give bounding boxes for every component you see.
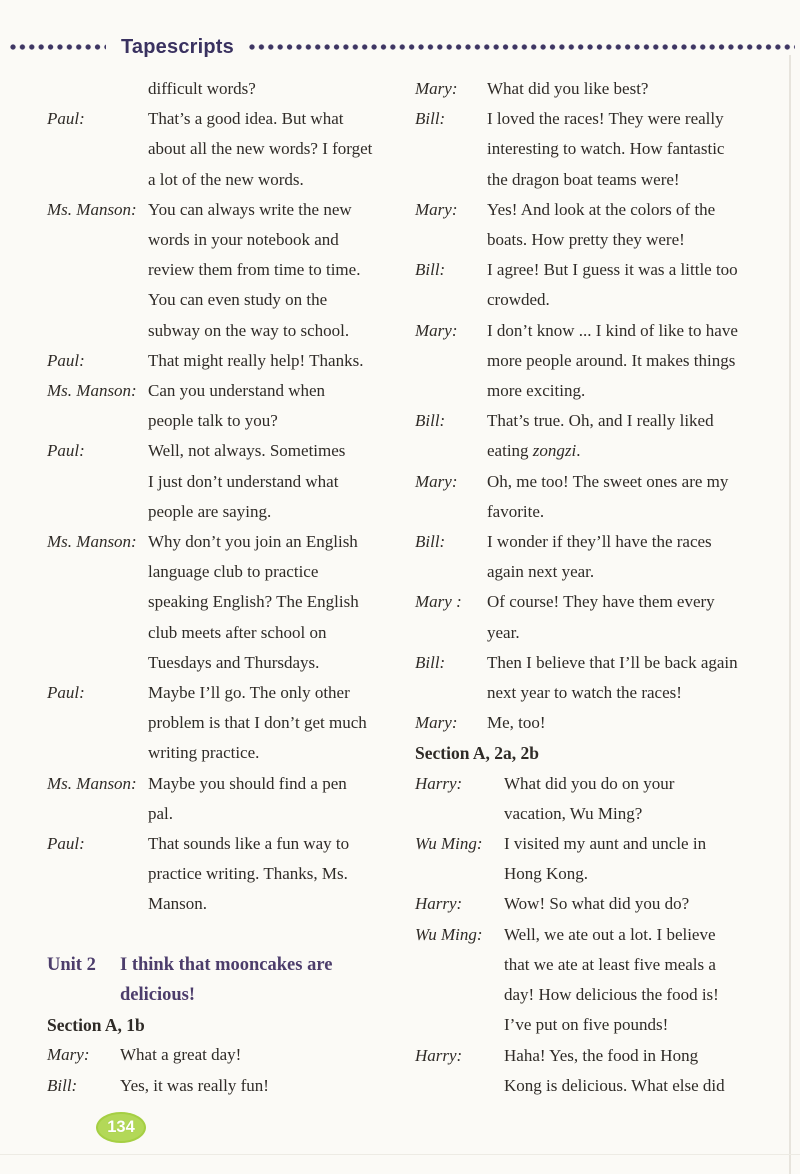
dialogue-line: the dragon boat teams were! [487, 169, 680, 189]
dialogue-line: Yes, it was really fun! [120, 1075, 269, 1095]
dialogue-line: practice writing. Thanks, Ms. [148, 864, 348, 884]
dialogue-line: What did you do on your [504, 773, 675, 793]
dialogue-line: That’s a good idea. But what [148, 109, 344, 129]
speaker-name: Ms. Manson: [47, 199, 137, 219]
dialogue-line: What did you like best? [487, 79, 649, 98]
dialogue-line: again next year. [487, 562, 595, 582]
utterance [415, 316, 787, 407]
dialogue-line: year. [487, 622, 520, 642]
utterance [415, 648, 787, 708]
dialogue-line: favorite. [487, 501, 545, 521]
header-dots-left-icon [9, 43, 106, 51]
dialogue-line: writing practice. [148, 743, 260, 763]
dialogue-line: Oh, me too! The sweet ones are my [487, 471, 729, 491]
speaker-name: Mary: [47, 1045, 90, 1065]
utterance [47, 527, 393, 678]
dialogue-line: that we ate at least five meals a [504, 954, 716, 974]
dialogue-line: eating zongzi. [487, 441, 581, 461]
speaker-name: Paul: [47, 441, 85, 461]
dialogue-line: Of course! They have them every [487, 592, 715, 612]
dialogue-line: vacation, Wu Ming? [504, 803, 643, 823]
page-header [0, 35, 800, 59]
utterance [415, 587, 787, 647]
speech-text [148, 376, 393, 436]
page-number-badge: 134 [96, 1112, 146, 1143]
utterance [47, 376, 393, 436]
dialogue-line: I just don’t understand what [148, 471, 339, 491]
dialogue-line: interesting to watch. How fantastic [487, 139, 725, 159]
dialogue-line: Maybe I’ll go. The only other [148, 683, 350, 703]
dialogue-line: Can you understand when [148, 381, 326, 401]
utterance [47, 678, 393, 769]
speech-text [487, 74, 787, 104]
dialogue-line: about all the new words? I forget [148, 139, 373, 159]
speaker-name: Ms. Manson: [47, 773, 137, 793]
speaker-name: Mary: [415, 199, 458, 219]
speaker-name: Mary: [415, 713, 458, 733]
speech-text [148, 195, 393, 346]
dialogue-line: words in your notebook and [148, 230, 339, 250]
utterance [47, 346, 393, 376]
dialogue-line: pal. [148, 803, 174, 823]
dialogue-line: You can even study on the [148, 290, 328, 310]
dialogue-line: subway on the way to school. [148, 320, 350, 340]
dialogue-line: I think that mooncakes are [120, 954, 333, 975]
dialogue-line: Wow! So what did you do? [504, 894, 690, 914]
speaker-name: Harry: [415, 894, 463, 914]
speaker-name: Mary: [415, 320, 458, 340]
dialogue-line: Well, not always. Sometimes [148, 441, 346, 461]
dialogue-line: Then I believe that I’ll be back again [487, 652, 738, 672]
speech-text [487, 527, 787, 587]
dialogue-line: That sounds like a fun way to [148, 834, 350, 854]
speaker-name: Harry: [415, 773, 463, 793]
utterance [415, 104, 787, 195]
dialogue-line: delicious! [120, 984, 196, 1005]
utterance [415, 74, 787, 104]
speaker-name: Harry: [415, 1045, 463, 1065]
utterance [415, 406, 787, 466]
dialogue-line: Well, we ate out a lot. I believe [504, 924, 716, 944]
dialogue-line: I visited my aunt and uncle in [504, 834, 707, 854]
speech-text [487, 467, 787, 527]
dialogue-line: next year to watch the races! [487, 683, 682, 703]
speech-text [148, 678, 393, 769]
speech-text [487, 708, 787, 738]
page-title: Tapescripts [121, 35, 234, 58]
utterance [415, 829, 787, 889]
dialogue-line: Tuesdays and Thursdays. [148, 652, 320, 672]
dialogue-line: That’s true. Oh, and I really liked [487, 411, 714, 431]
speaker-name: Paul: [47, 683, 85, 703]
dialogue-line: I don’t know ... I kind of like to have [487, 320, 738, 340]
utterance [415, 467, 787, 527]
speaker-name: Mary: [415, 471, 458, 491]
utterance [415, 527, 787, 587]
utterance [415, 920, 787, 1041]
dialogue-line: Maybe you should find a pen [148, 773, 347, 793]
dialogue-line: I loved the races! They were really [487, 109, 724, 129]
dialogue-line: Kong is delicious. What else did [504, 1075, 725, 1095]
dialogue-line: I wonder if they’ll have the races [487, 532, 712, 552]
speech-text [148, 74, 393, 104]
dialogue-line: Haha! Yes, the food in Hong [504, 1045, 699, 1065]
speaker-name: Paul: [47, 834, 85, 854]
section-heading: Section A, 1b [47, 1015, 145, 1036]
speaker-name: Mary : [415, 592, 462, 612]
utterance [47, 829, 393, 920]
speech-text [487, 104, 787, 195]
dialogue-line: problem is that I don’t get much [148, 713, 367, 733]
utterance [415, 1041, 787, 1101]
scan-edge-right [789, 55, 791, 1174]
dialogue-line: I’ve put on five pounds! [504, 1015, 669, 1035]
header-dots-right-icon [248, 43, 795, 51]
speaker-name: Mary: [415, 79, 458, 98]
unit-label: Unit 2 [47, 954, 96, 975]
dialogue-line: Me, too! [487, 713, 546, 733]
section-heading: Section A, 2a, 2b [415, 743, 539, 764]
dialogue-line: I agree! But I guess it was a little too [487, 260, 738, 280]
speech-text [120, 950, 393, 1010]
speaker-name: Ms. Manson: [47, 381, 137, 401]
speech-text [148, 527, 393, 678]
speaker-name: Bill: [415, 260, 446, 280]
dialogue-line: more exciting. [487, 381, 586, 401]
utterance [47, 104, 393, 195]
utterance [415, 255, 787, 315]
speech-text [504, 829, 787, 889]
speaker-name: Bill: [415, 411, 446, 431]
dialogue-line: Yes! And look at the colors of the [487, 199, 716, 219]
speaker-name: Wu Ming: [415, 834, 483, 854]
dialogue-line: Manson. [148, 894, 208, 914]
right-column [415, 74, 787, 1101]
dialogue-line: crowded. [487, 290, 550, 310]
speaker-name: Ms. Manson: [47, 532, 137, 552]
dialogue-line: Why don’t you join an English [148, 532, 358, 552]
speech-text [120, 1040, 393, 1070]
speech-text [504, 889, 787, 919]
speaker-name: Wu Ming: [415, 924, 483, 944]
utterance [47, 769, 393, 829]
speaker-name [47, 74, 148, 104]
dialogue-line: day! How delicious the food is! [504, 985, 719, 1005]
speech-text [148, 829, 393, 920]
speech-text [148, 436, 393, 527]
dialogue-line: review them from time to time. [148, 260, 361, 280]
dialogue-line: Hong Kong. [504, 864, 589, 884]
dialogue-line: speaking English? The English [148, 592, 359, 612]
utterance [47, 74, 393, 104]
utterance [47, 195, 393, 346]
utterance [415, 195, 787, 255]
speech-text [148, 346, 393, 376]
unit-heading [47, 950, 393, 1010]
dialogue-line: language club to practice [148, 562, 319, 582]
utterance [415, 708, 787, 738]
utterance [47, 1040, 393, 1070]
dialogue-line: people talk to you? [148, 411, 278, 431]
speech-text [504, 769, 787, 829]
speech-text [504, 1041, 787, 1101]
utterance [415, 889, 787, 919]
speaker-name: Bill: [415, 532, 446, 552]
speech-text [504, 920, 787, 1041]
speaker-name: Bill: [415, 109, 446, 129]
speaker-name: Bill: [415, 652, 446, 672]
utterance [47, 1071, 393, 1101]
speaker-name: Paul: [47, 350, 85, 370]
speech-text [487, 406, 787, 466]
dialogue-line: a lot of the new words. [148, 169, 304, 189]
speech-text [487, 648, 787, 708]
speech-text [487, 195, 787, 255]
dialogue-line: people are saying. [148, 501, 272, 521]
speech-text [487, 587, 787, 647]
speaker-name: Paul: [47, 109, 85, 129]
left-column [47, 74, 393, 1101]
dialogue-line: boats. How pretty they were! [487, 230, 685, 250]
utterance [47, 436, 393, 527]
speech-text [487, 316, 787, 407]
dialogue-line: You can always write the new [148, 199, 352, 219]
dialogue-line: club meets after school on [148, 622, 327, 642]
scan-edge-bottom [0, 1154, 800, 1155]
speech-text [148, 104, 393, 195]
dialogue-line: That might really help! Thanks. [148, 350, 364, 370]
dialogue-line: What a great day! [120, 1045, 242, 1065]
speech-text [120, 1071, 393, 1101]
speaker-name: Bill: [47, 1075, 78, 1095]
dialogue-line: more people around. It makes things [487, 350, 736, 370]
utterance [415, 769, 787, 829]
speech-text [148, 769, 393, 829]
speech-text [487, 255, 787, 315]
dialogue-line: difficult words? [148, 79, 256, 98]
